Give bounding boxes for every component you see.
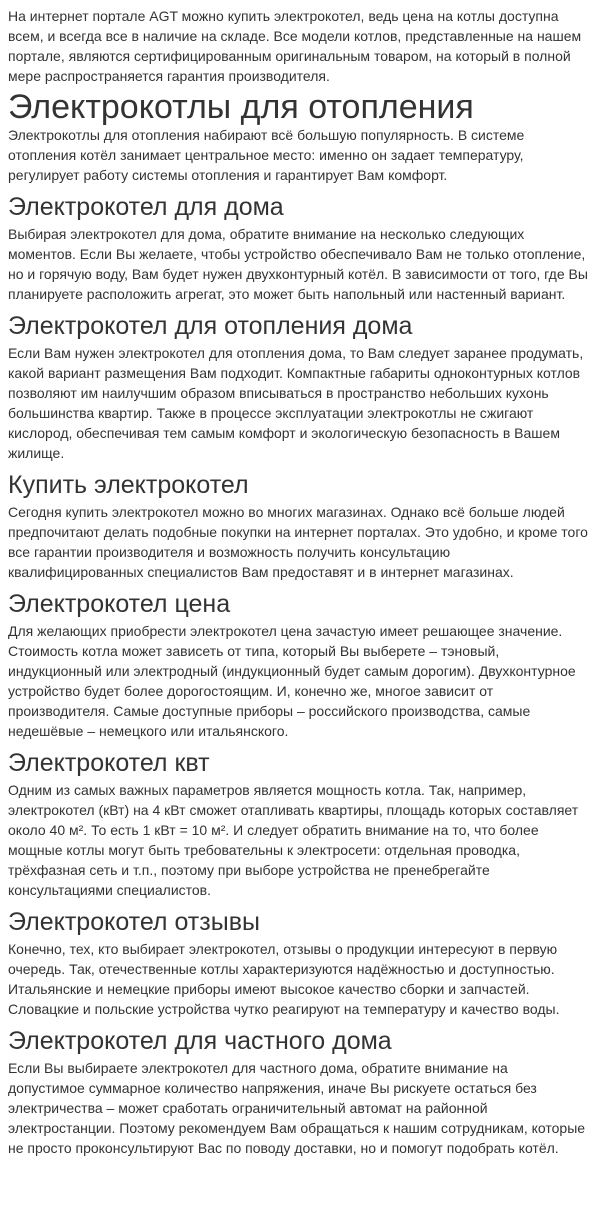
section-text-kw: Одним из самых важных параметров является мощность котла. Так, например, электрокотел (кВт) на 4 кВт сможет отапливать квартиры, площадь которых составляет около 40 м². То есть 1 кВт = 10 м². И следует обратить внимание на то, что более мощные котлы могут быть требовательны к электросети: отдельная проводка, трёхфазная сеть и т.п., поэтому при выборе устройства не пренебрегайте консультациями специалистов. [8, 782, 579, 898]
section-text-price: Для желающих приобрести электрокотел цена зачастую имеет решающее значение. Стоимость котла может зависеть от типа, который Вы выберете – тэновый, индукционный или электродный (индукционный будет самым дорогим). Двухконтурное устройство будет более дорогостоящим. И, конечно же, многое зависит от производителя. Самые доступные приборы – российского производства, самые недешёвые – немецкого или итальянского. [8, 623, 576, 739]
section-heading-home: Электрокотел для дома [8, 193, 284, 221]
section-text-private-house: Если Вы выбираете электрокотел для частного дома, обратите внимание на допустимое суммарное количество напряжения, иначе Вы рискуете остаться без электричества – может сработать ограничительный автомат на районной электростанции. Поэтому рекомендуем Вам обращаться к нашим сотрудникам, которые не просто проконсультируют Вас по поводу доставки, но и помогут подобрать котёл. [8, 1060, 586, 1156]
section-text-home-heating: Если Вам нужен электрокотел для отопления дома, то Вам следует заранее продумать, какой вариант размещения Вам подходит. Компактные габариты одноконтурных котлов позволяют им наилучшим образом вписываться в пространство небольших кухонь большинства квартир. Также в процессе эксплуатации электрокотлы не сжигают кислород, обеспечивая тем самым комфорт и экологическую безопасность в Вашем жилище. [8, 345, 584, 461]
main-paragraph: Электрокотлы для отопления набирают всё большую популярность. В системе отопления котёл занимает центральное место: именно он задает температуру, регулирует работу системы отопления и гарантирует Вам комфорт. [8, 127, 525, 183]
section-heading-reviews: Электрокотел отзывы [8, 908, 260, 936]
section-heading-home-heating: Электрокотел для отопления дома [8, 312, 413, 340]
intro-paragraph: На интернет портале AGT можно купить электрокотел, ведь цена на котлы доступна всем, и всегда все в наличие на складе. Все модели котлов, представленные на нашем портале, являются сертифицированным оригинальным товаром, на который в полной мере распространяется гарантия производителя. [8, 8, 582, 84]
section-heading-buy: Купить электрокотел [8, 471, 249, 499]
section-text-reviews: Конечно, тех, кто выбирает электрокотел, отзывы о продукции интересуют в первую очередь. Так, отечественные котлы характеризуются надёжностью и доступностью. Итальянские и немецкие приборы имеют высокое качество сборки и запчастей. Словацкие и польские устройства чутко реагируют на температуру и качество воды. [8, 941, 560, 1017]
section-heading-price: Электрокотел цена [8, 590, 231, 618]
section-heading-kw: Электрокотел квт [8, 749, 210, 777]
section-text-buy: Сегодня купить электрокотел можно во многих магазинах. Однако всё больше людей предпочитают делать подобные покупки на интернет порталах. Это удобно, и кроме того все гарантии производителя и возможность получить консультацию квалифицированных специалистов Вам предоставят и в интернет магазинах. [8, 504, 588, 580]
section-heading-private-house: Электрокотел для частного дома [8, 1027, 392, 1055]
page-title: Электрокотлы для отопления [8, 88, 474, 126]
section-text-home: Выбирая электрокотел для дома, обратите внимание на несколько следующих моментов. Если Вы желаете, чтобы устройство обеспечивало Вам не только отопление, но и горячую воду, Вам будет нужен двухконтурный котёл. В зависимости от того, где Вы планируете расположить агрегат, это может быть напольный или настенный вариант. [8, 226, 588, 302]
